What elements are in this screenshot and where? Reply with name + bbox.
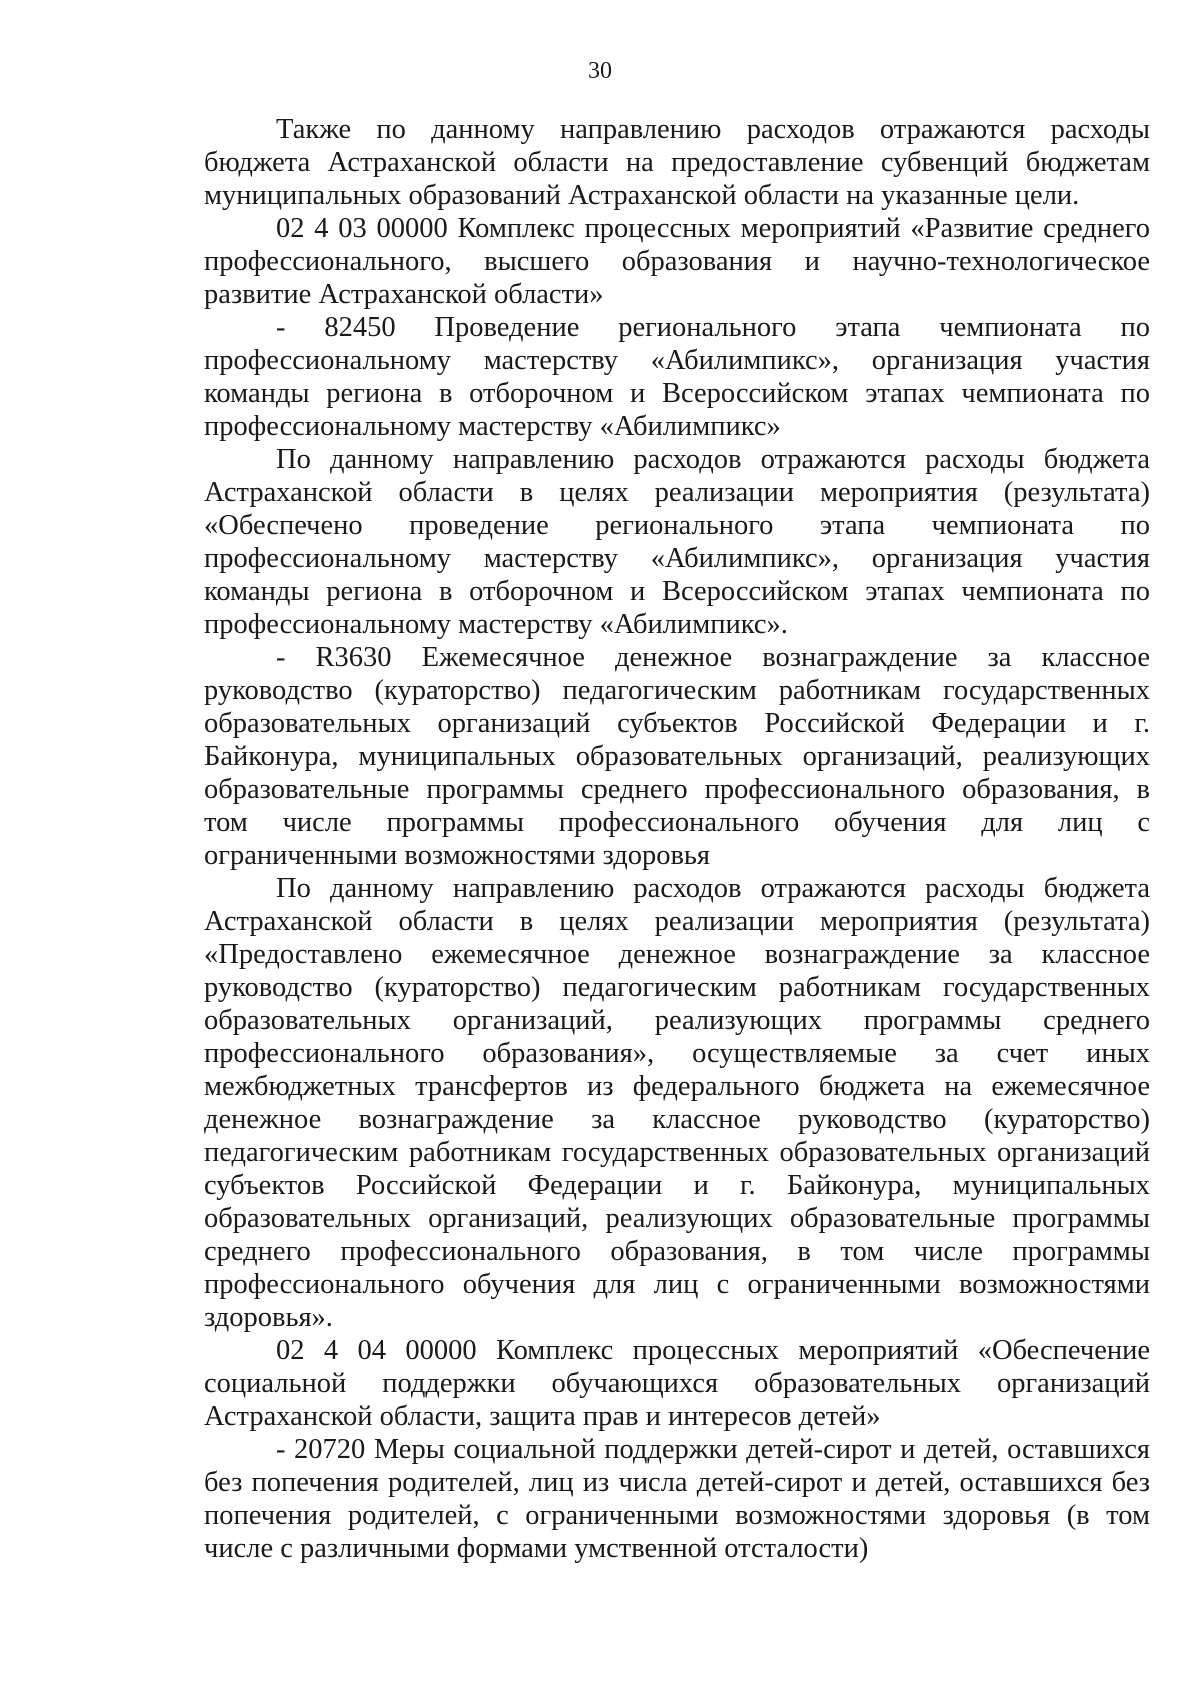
document-body: [204, 113, 1150, 1565]
paragraph-subventions: Также по данному направлению расходов отражаются расходы бюджета Астраханской области на предоставление субвенций бюджетам муниципальных образований Астраханской области на указанные цели.: [204, 114, 1150, 211]
paragraph-item-r3630: - R3630 Ежемесячное денежное вознаграждение за классное руководство (кураторство) педагогическим работникам государственных образовательных организаций субъектов Российской Федерации и г. Байконура, муниципальных образовательных организаций, реализующих образовательные программы среднего профессионального образования, в том числе программы профессионального обучения для лиц с ограниченными возможностями здоровья: [204, 642, 1150, 871]
paragraph-82450-description: По данному направлению расходов отражаются расходы бюджета Астраханской области в целях реализации мероприятия (результата) «Обеспечено проведение регионального этапа чемпионата по профессиональному мастерству «Абилимпикс», организация участия команды региона в отборочном и Всероссийском этапах чемпионата по профессиональному мастерству «Абилимпикс».: [204, 444, 1150, 640]
paragraph-item-20720: - 20720 Меры социальной поддержки детей-сирот и детей, оставшихся без попечения родителей, лиц из числа детей-сирот и детей, оставшихся без попечения родителей, с ограниченными возможностями здоровья (в том числе с различными формами умственной отсталости): [204, 1434, 1150, 1564]
paragraph-complex-02-4-04: 02 4 04 00000 Комплекс процессных мероприятий «Обеспечение социальной поддержки обучающихся образовательных организаций Астраханской области, защита прав и интересов детей»: [204, 1335, 1150, 1432]
paragraph-r3630-description: По данному направлению расходов отражаются расходы бюджета Астраханской области в целях реализации мероприятия (результата) «Предоставлено ежемесячное денежное вознаграждение за классное руководство (кураторство) педагогическим работникам государственных образовательных организаций, реализующих программы среднего профессионального образования», осуществляемые за счет иных межбюджетных трансфертов из федерального бюджета на ежемесячное денежное вознаграждение за классное руководство (кураторство) педагогическим работникам государственных образовательных организаций субъектов Российской Федерации и г. Байконура, муниципальных образовательных организаций, реализующих образовательные программы среднего профессионального образования, в том числе программы профессионального обучения для лиц с ограниченными возможностями здоровья».: [204, 873, 1150, 1333]
paragraph-item-82450: - 82450 Проведение регионального этапа чемпионата по профессиональному мастерству «Абилимпикс», организация участия команды региона в отборочном и Всероссийском этапах чемпионата по профессиональному мастерству «Абилимпикс»: [204, 312, 1150, 442]
paragraph-complex-02-4-03: 02 4 03 00000 Комплекс процессных мероприятий «Развитие среднего профессионального, высшего образования и научно-технологическое развитие Астраханской области»: [204, 213, 1150, 310]
page-number: 30: [588, 58, 612, 84]
